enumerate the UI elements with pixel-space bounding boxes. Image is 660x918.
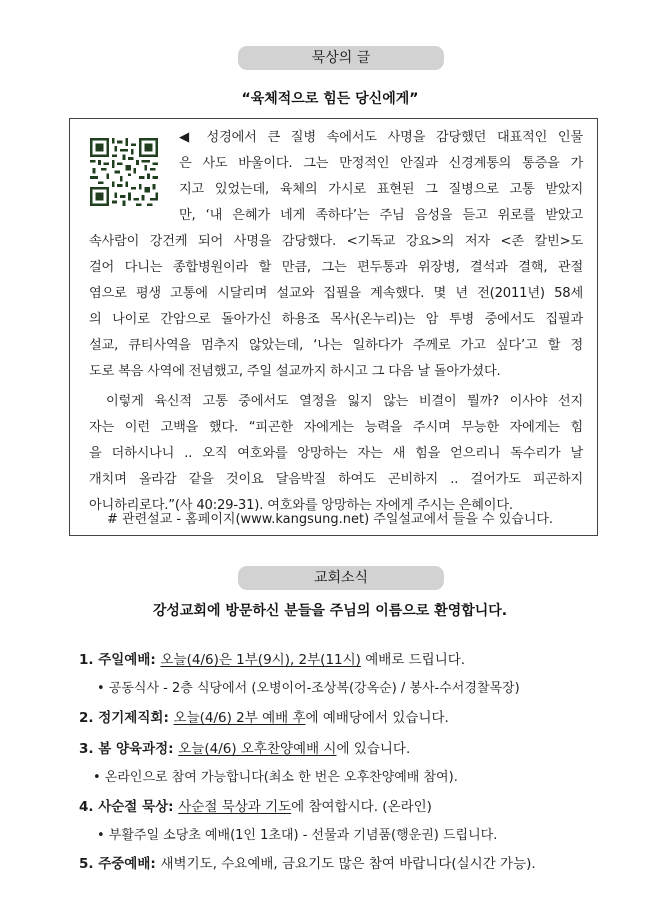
meditation-line: ◀ 성경에서 큰 질병 속에서도 사명을 감당했던 대표적인 인물 (179, 130, 583, 145)
news-item-text: 에 있습니다. (336, 741, 411, 757)
news-item-5: 5. 주중예배: 새벽기도, 수요예배, 금요기도 많은 참여 바랍니다(실시간 가능). (79, 856, 536, 872)
meditation-line: 설교, 큐티사역을 멈추지 않았는데, ‘나는 일하다가 주께로 가고 싶다’고 할 정 (89, 338, 583, 353)
news-item-highlight: 오늘(4/6) 오후찬양예배 시 (178, 741, 337, 757)
news-item-title: 4. 사순절 묵상 (79, 799, 169, 815)
news-item-highlight: 오늘(4/6) 2부 예배 후 (173, 710, 306, 726)
news-item-3: 3. 봄 양육과정: 오늘(4/6) 오후찬양예배 시에 있습니다. (79, 741, 411, 757)
meditation-line: 개치며 올라감 같을 것이요 달음박질 하여도 곤비하지 .. 걸어가도 피곤하지 (89, 472, 583, 487)
meditation-line: 을 더하시나니 .. 오직 여호와를 앙망하는 자는 새 힘을 얻으리니 독수리가 날 (89, 446, 583, 461)
news-item-title: 3. 봄 양육과정 (79, 741, 169, 757)
news-sub-item: • 온라인으로 참여 가능합니다(최소 한 번은 오후찬양예배 참여). (93, 770, 458, 785)
meditation-line: 아니하리로다.”(사 40:29-31). 여호와를 앙망하는 자에게 주시는 은혜이다. (89, 498, 513, 513)
meditation-line: 만, ‘내 은혜가 네게 족하다’는 주님 음성을 듣고 위로를 받았고 (179, 208, 583, 223)
meditation-line: 자는 이런 고백을 했다. “피곤한 자에게는 능력을 주시며 무능한 자에게는 힘 (89, 420, 583, 435)
meditation-section-title: 묵상의 글 (238, 46, 444, 70)
news-section-title: 교회소식 (238, 566, 444, 590)
news-item-4: 4. 사순절 묵상: 사순절 묵상과 기도에 참여합시다. (온라인) (79, 799, 432, 815)
news-item-highlight: 오늘(4/6)은 1부(9시), 2부(11시) (160, 652, 361, 668)
news-item-title: 5. 주중예배 (79, 856, 151, 872)
news-item-2: 2. 정기제직회: 오늘(4/6) 2부 예배 후에 예배당에서 있습니다. (79, 710, 449, 726)
meditation-line: 속사람이 강건케 되어 사명을 감당했다. <기독교 강요>의 저자 <존 칼빈>도 (89, 234, 583, 249)
news-item-highlight: 사순절 묵상과 기도 (178, 799, 292, 815)
welcome-message: 강성교회에 방문하신 분들을 주님의 이름으로 환영합니다. (152, 603, 508, 619)
meditation-line: 도로 복음 사역에 전념했고, 주일 설교까지 하시고 그 다음 날 돌아가셨다. (89, 364, 501, 379)
meditation-line: 은 사도 바울이다. 그는 만정적인 안질과 신경계통의 통증을 가 (179, 156, 583, 171)
meditation-line: 의 나이로 간암으로 돌아가신 하용조 목사(온누리)는 암 투병 중에서도 집필과 (89, 312, 583, 327)
meditation-subtitle: “육체적으로 힘든 당신에게” (241, 91, 419, 107)
meditation-line: 지고 있었는데, 육체의 가시로 표현된 그 질병으로 고통 받았지 (179, 182, 583, 197)
news-sub-item: • 공동식사 - 2층 식당에서 (오병이어-조상복(강옥순) / 봉사-수서경찰목장) (97, 681, 520, 696)
news-item-text: 새벽기도, 수요예배, 금요기도 많은 참여 바랍니다(실시간 가능). (160, 856, 536, 872)
news-item-text: 에 참여합시다. (온라인) (291, 799, 432, 815)
news-item-text: 에 예배당에서 있습니다. (305, 710, 449, 726)
news-item-1: 1. 주일예배: 오늘(4/6)은 1부(9시), 2부(11시) 예배로 드립니다. (79, 652, 466, 668)
news-item-title: 2. 정기제직회 (79, 710, 164, 726)
meditation-line: 이렇게 육신적 고통 중에서도 열정을 잃지 않는 비결이 뭘까? 이사야 선지 (106, 394, 583, 409)
meditation-line: 염으로 평생 고통에 시달리며 설교와 집필을 계속했다. 몇 년 전(2011년) 58세 (89, 286, 583, 301)
news-sub-item: • 부활주일 소당초 예배(1인 1초대) - 선물과 기념품(행운권) 드립니다. (97, 828, 498, 843)
meditation-line: 걸어 다니는 종합병원이라 할 만큼, 그는 편두통과 위장병, 결석과 결핵, 관절 (89, 260, 583, 275)
news-item-title: 1. 주일예배 (79, 652, 151, 668)
qr-code-icon (90, 138, 158, 206)
sermon-note: # 관련설교 - 홈페이지(www.kangsung.net) 주일설교에서 들을 수 있습니다. (107, 512, 554, 527)
news-item-text: 예배로 드립니다. (360, 652, 466, 668)
